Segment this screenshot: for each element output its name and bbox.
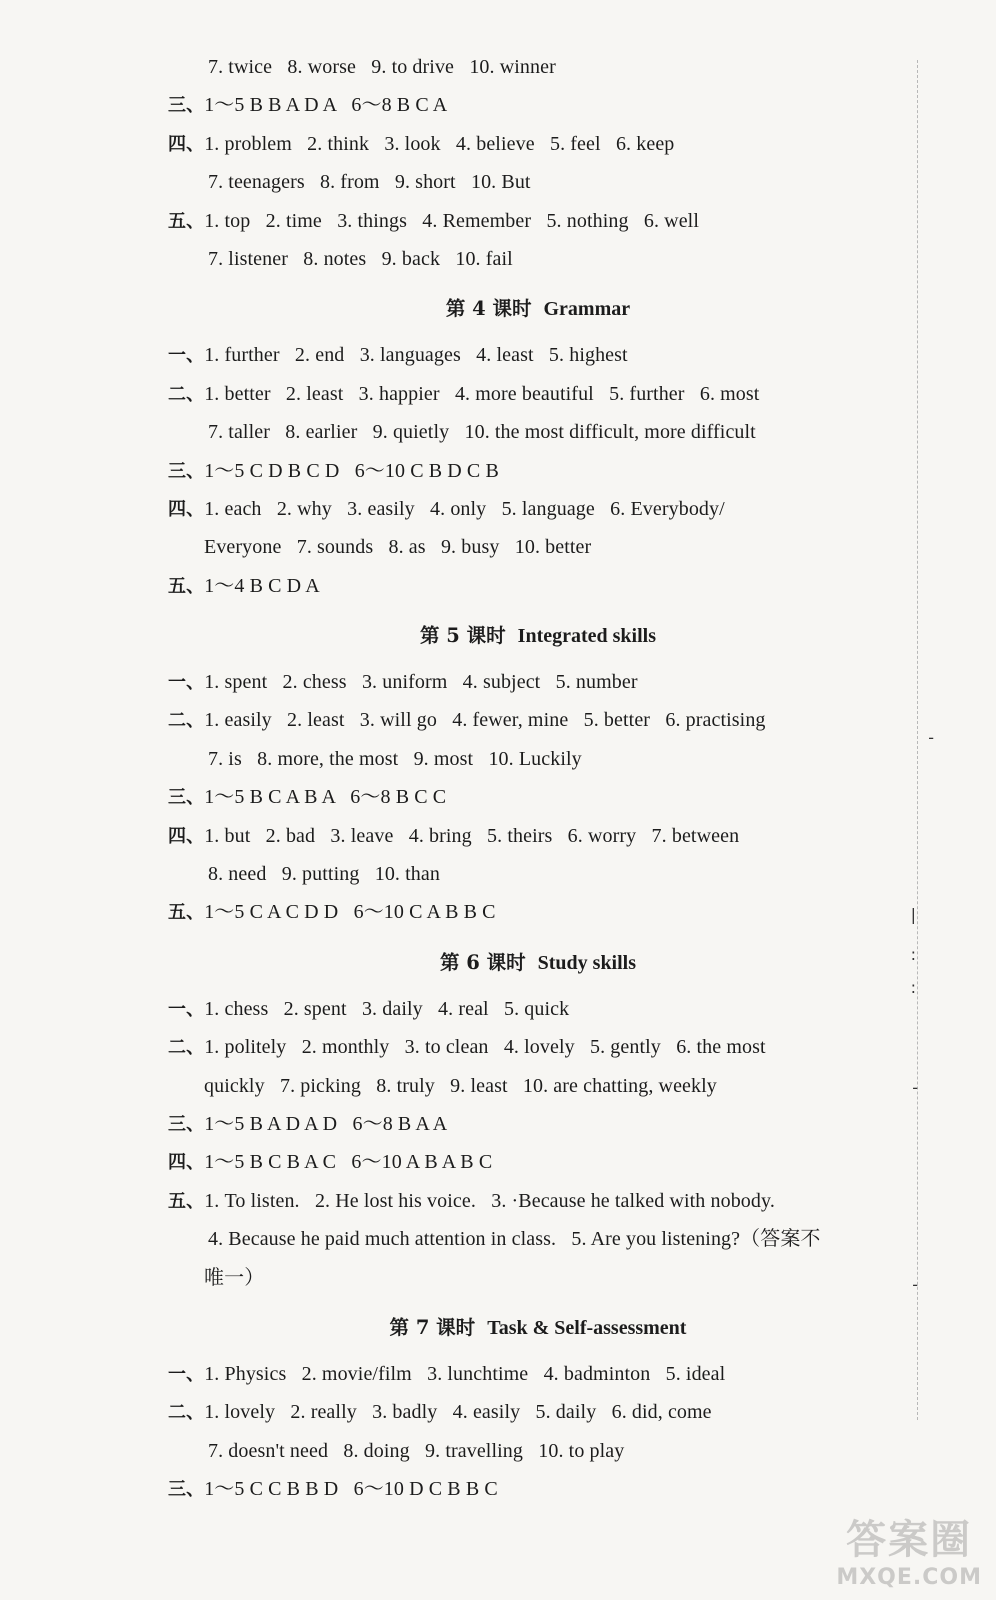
answer-line bbox=[168, 48, 908, 86]
lesson-heading bbox=[168, 605, 908, 663]
edge-mark: - bbox=[912, 1275, 918, 1294]
answer-key-content bbox=[168, 48, 908, 1509]
answer-line bbox=[168, 240, 908, 278]
answer-line bbox=[168, 1393, 908, 1431]
section-marker: 四、 bbox=[168, 498, 205, 520]
answer-text: 7. is 8. more, the most 9. most 10. Luckily bbox=[208, 747, 582, 770]
answer-line bbox=[168, 990, 908, 1028]
answer-text: 1. To listen. 2. He lost his voice. 3. ·Because he talked with nobody. bbox=[204, 1189, 775, 1212]
lesson-title: Task & Self-assessment bbox=[487, 1316, 687, 1339]
lesson-number: 第 6 课时 bbox=[439, 950, 526, 974]
answer-text: 1～5 C C B B D 6～10 D C B B C bbox=[204, 1478, 498, 1501]
section-marker: 五、 bbox=[168, 1190, 205, 1212]
answer-text: 7. doesn't need 8. doing 9. travelling 10. to play bbox=[208, 1439, 625, 1462]
answer-text: 1～5 B B A D A 6～8 B C A bbox=[204, 94, 448, 117]
section-marker: 一、 bbox=[168, 998, 205, 1020]
answer-text: 1. but 2. bad 3. leave 4. bring 5. theirs 6. worry 7. between bbox=[204, 824, 740, 847]
lesson-title: Grammar bbox=[543, 298, 631, 321]
lesson-number: 第 7 课时 bbox=[389, 1315, 476, 1339]
section-marker: 三、 bbox=[168, 95, 205, 117]
answer-text: 1. each 2. why 3. easily 4. only 5. language 6. Everybody/ bbox=[204, 497, 725, 520]
answer-line bbox=[168, 1143, 908, 1181]
answer-line bbox=[168, 163, 908, 201]
answer-line bbox=[168, 740, 908, 778]
answer-text: 1. better 2. least 3. happier 4. more beautiful 5. further 6. most bbox=[204, 382, 760, 405]
answer-line bbox=[168, 490, 908, 528]
answer-line bbox=[168, 778, 908, 816]
answer-line bbox=[168, 1220, 908, 1258]
answer-line bbox=[168, 375, 908, 413]
answer-text: 7. listener 8. notes 9. back 10. fail bbox=[208, 247, 513, 270]
answer-text: 1. lovely 2. really 3. badly 4. easily 5. daily 6. did, come bbox=[204, 1401, 712, 1424]
edge-mark: : bbox=[910, 978, 916, 997]
answer-text: 1～5 B C B A C 6～10 A B A B C bbox=[204, 1151, 493, 1174]
section-marker: 三、 bbox=[168, 1479, 205, 1501]
edge-mark: : bbox=[910, 945, 916, 964]
answer-text: 1. politely 2. monthly 3. to clean 4. lovely 5. gently 6. the most bbox=[204, 1036, 766, 1059]
answer-text: 4. Because he paid much attention in class. 5. Are you listening?（答案不 bbox=[208, 1228, 821, 1251]
answer-line bbox=[168, 855, 908, 893]
answer-text: 唯一） bbox=[204, 1266, 265, 1289]
answer-text: 1. further 2. end 3. languages 4. least 5. highest bbox=[204, 344, 628, 367]
section-marker: 五、 bbox=[168, 902, 205, 924]
answer-line bbox=[168, 1432, 908, 1470]
answer-text: 1～5 B A D A D 6～8 B A A bbox=[204, 1112, 448, 1135]
section-marker: 四、 bbox=[168, 825, 205, 847]
answer-line bbox=[168, 817, 908, 855]
section-marker: 四、 bbox=[168, 133, 205, 155]
answer-line bbox=[168, 413, 908, 451]
answer-line bbox=[168, 1105, 908, 1143]
edge-mark: | bbox=[910, 905, 916, 924]
lesson-title: Study skills bbox=[537, 951, 637, 974]
section-marker: 一、 bbox=[168, 345, 205, 367]
answer-text: 7. teenagers 8. from 9. short 10. But bbox=[208, 171, 531, 194]
answer-text: 1～5 C D B C D 6～10 C B D C B bbox=[204, 459, 499, 482]
answer-line bbox=[168, 1470, 908, 1508]
answer-line bbox=[168, 893, 908, 931]
section-marker: 四、 bbox=[168, 1152, 205, 1174]
edge-mark: - bbox=[928, 728, 934, 747]
answer-text: 1～5 C A C D D 6～10 C A B B C bbox=[204, 901, 496, 924]
answer-text: 1. easily 2. least 3. will go 4. fewer, mine 5. better 6. practising bbox=[204, 709, 766, 732]
answer-text: Everyone 7. sounds 8. as 9. busy 10. better bbox=[204, 536, 592, 559]
answer-line bbox=[168, 1028, 908, 1066]
section-marker: 五、 bbox=[168, 210, 205, 232]
answer-line bbox=[168, 701, 908, 739]
lesson-heading bbox=[168, 1297, 908, 1355]
answer-line bbox=[168, 125, 908, 163]
answer-text: 7. taller 8. earlier 9. quietly 10. the most difficult, more difficult bbox=[208, 421, 756, 444]
section-marker: 二、 bbox=[168, 1402, 205, 1424]
answer-text: 1. top 2. time 3. things 4. Remember 5. nothing 6. well bbox=[204, 209, 699, 232]
section-marker: 五、 bbox=[168, 575, 205, 597]
answer-text: 1～5 B C A B A 6～8 B C C bbox=[204, 786, 447, 809]
answer-line bbox=[168, 86, 908, 124]
answer-line bbox=[168, 452, 908, 490]
answer-text: 1. problem 2. think 3. look 4. believe 5. feel 6. keep bbox=[204, 132, 675, 155]
answer-text: quickly 7. picking 8. truly 9. least 10. are chatting, weekly bbox=[204, 1074, 717, 1097]
section-marker: 一、 bbox=[168, 1363, 205, 1385]
answer-text: 1. Physics 2. movie/film 3. lunchtime 4. badminton 5. ideal bbox=[204, 1362, 726, 1385]
lesson-number: 第 5 课时 bbox=[420, 624, 506, 648]
watermark-url: MXQE.COM bbox=[836, 1565, 982, 1590]
answer-text: 8. need 9. putting 10. than bbox=[208, 863, 440, 886]
answer-text: 1～4 B C D A bbox=[204, 574, 320, 597]
section-marker: 三、 bbox=[168, 1113, 205, 1135]
answer-line bbox=[168, 202, 908, 240]
answer-line bbox=[168, 1259, 908, 1297]
answer-text: 1. chess 2. spent 3. daily 4. real 5. quick bbox=[204, 997, 570, 1020]
answer-line bbox=[168, 567, 908, 605]
edge-mark: - bbox=[912, 1078, 918, 1097]
lesson-heading bbox=[168, 932, 908, 990]
page-edge-divider bbox=[917, 60, 918, 1420]
answer-line bbox=[168, 663, 908, 701]
section-marker: 二、 bbox=[168, 710, 205, 732]
lesson-heading bbox=[168, 278, 908, 336]
section-marker: 二、 bbox=[168, 1037, 205, 1059]
lesson-title: Integrated skills bbox=[517, 625, 656, 648]
answer-line bbox=[168, 1067, 908, 1105]
answer-line bbox=[168, 528, 908, 566]
answer-text: 1. spent 2. chess 3. uniform 4. subject 5. number bbox=[204, 671, 638, 694]
answer-line bbox=[168, 336, 908, 374]
section-marker: 三、 bbox=[168, 460, 205, 482]
answer-text: 7. twice 8. worse 9. to drive 10. winner bbox=[208, 56, 556, 78]
answer-line bbox=[168, 1182, 908, 1220]
answer-line bbox=[168, 1355, 908, 1393]
section-marker: 三、 bbox=[168, 787, 205, 809]
section-marker: 二、 bbox=[168, 383, 205, 405]
lesson-number: 第 4 课时 bbox=[445, 297, 532, 321]
watermark-text: 答案圈 bbox=[846, 1517, 973, 1563]
section-marker: 一、 bbox=[168, 672, 205, 694]
watermark-logo bbox=[836, 1508, 982, 1590]
